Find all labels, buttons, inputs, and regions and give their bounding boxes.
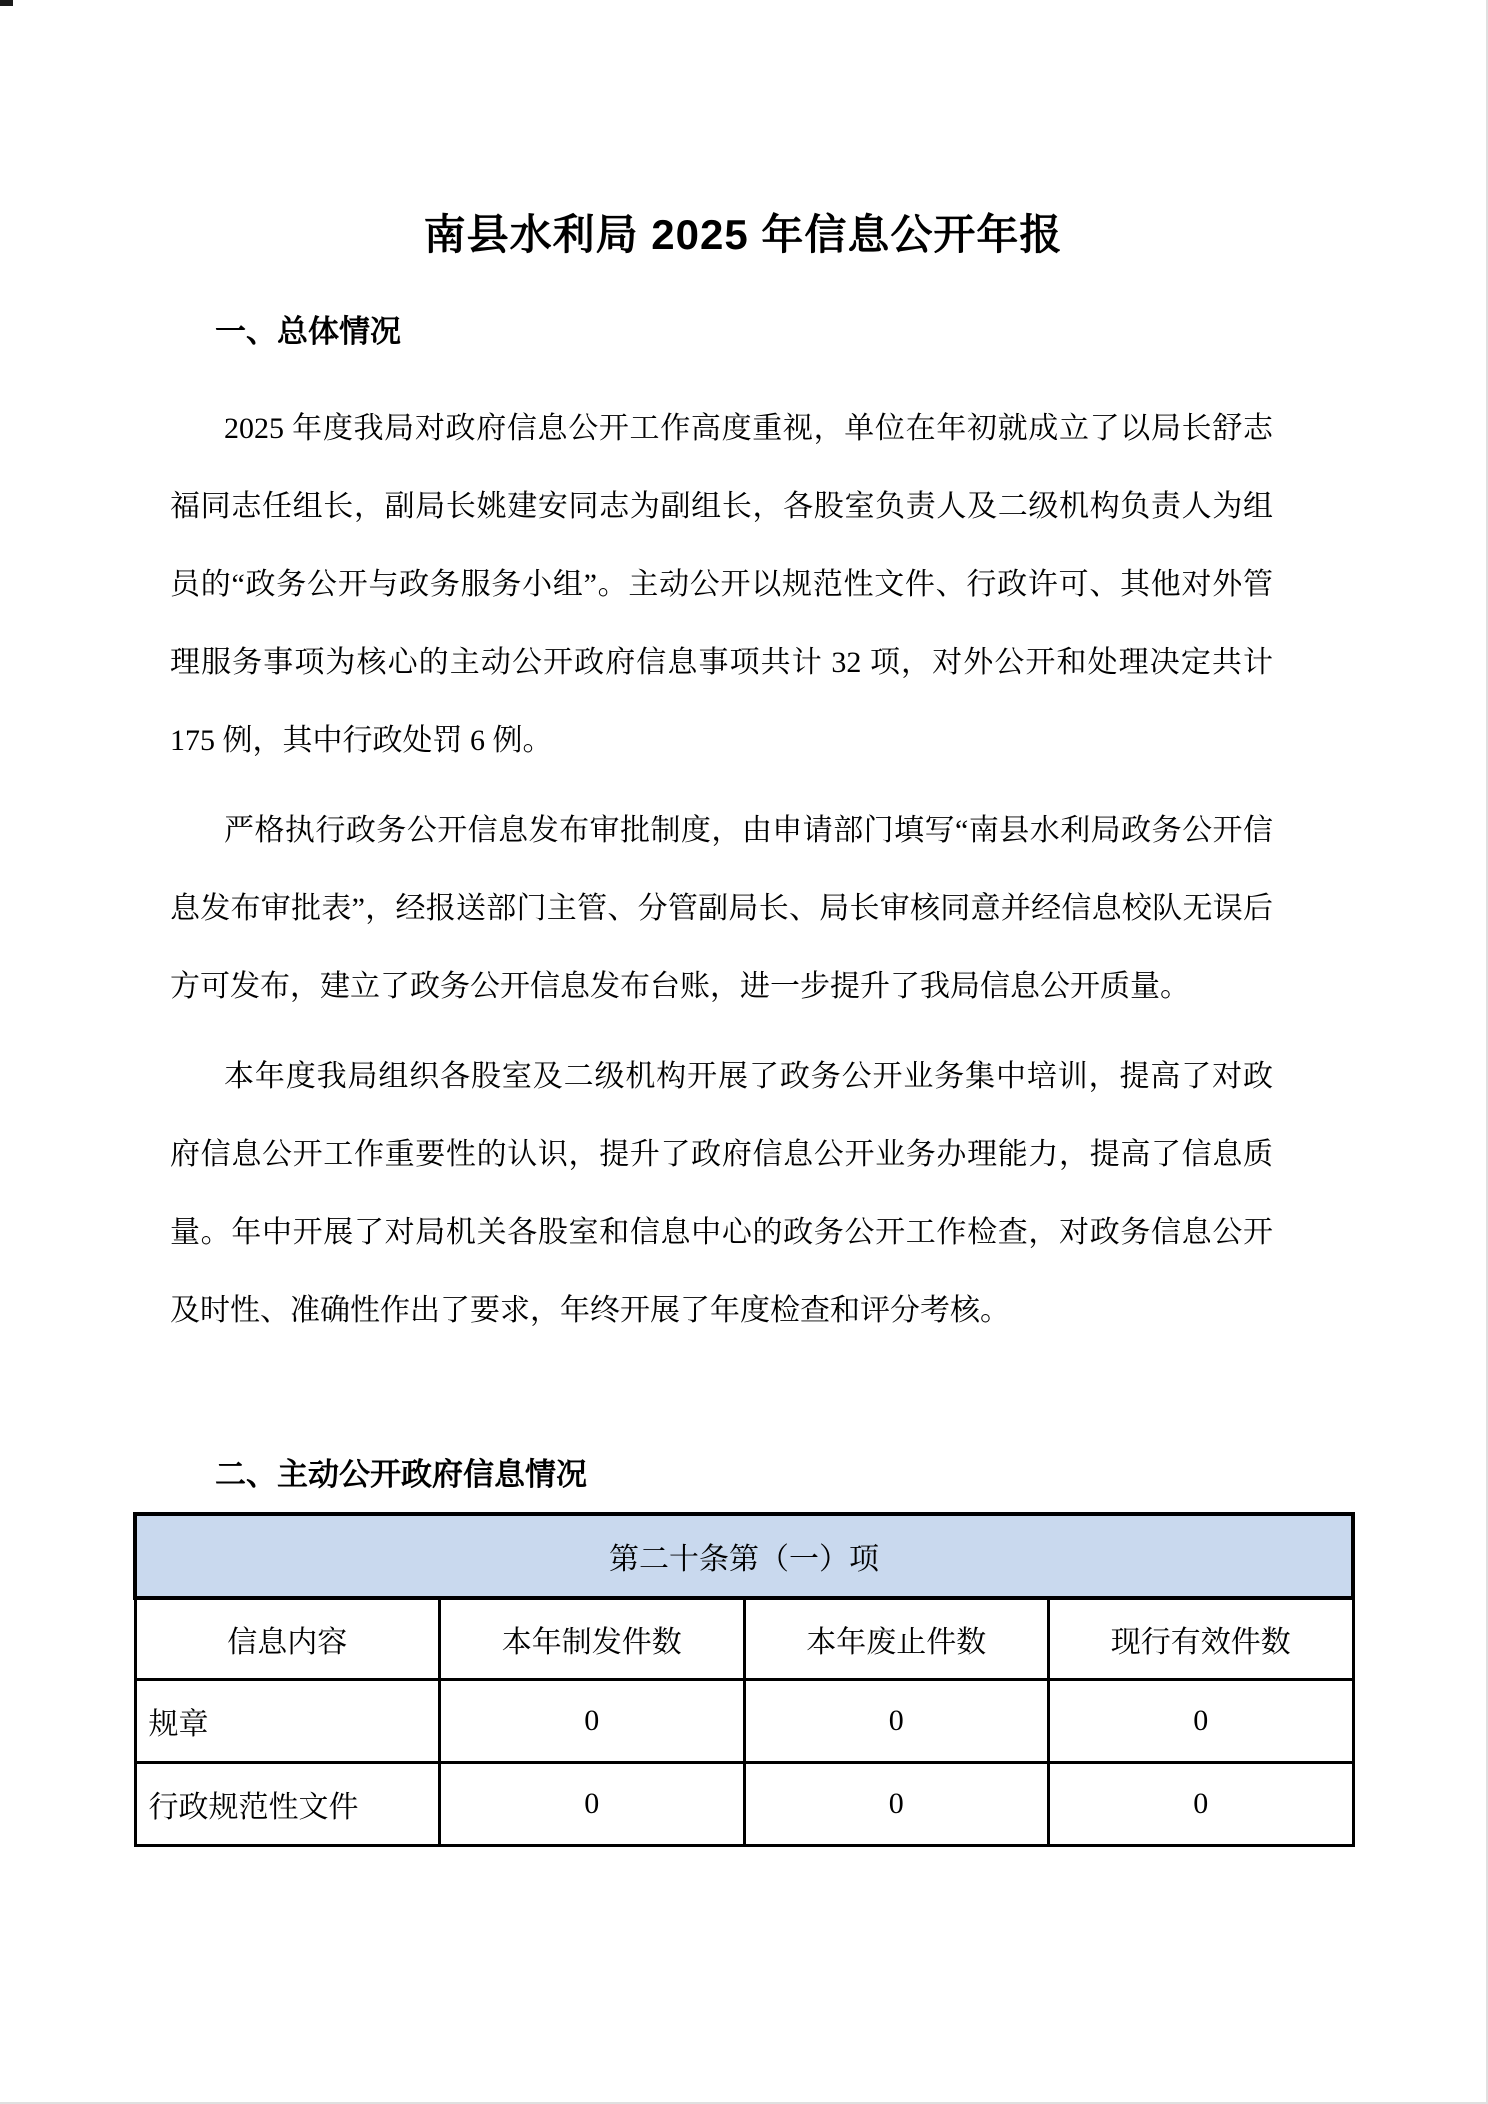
cell-value: 0 xyxy=(1049,1680,1354,1763)
section-heading-overview: 一、总体情况 xyxy=(215,314,401,349)
column-header-info-content: 信息内容 xyxy=(135,1598,440,1680)
section-heading-proactive-disclosure: 二、主动公开政府信息情况 xyxy=(215,1457,587,1492)
table-caption-row xyxy=(135,1514,1353,1598)
cell-value: 0 xyxy=(1049,1763,1354,1846)
cell-value: 0 xyxy=(744,1763,1049,1846)
cell-value: 0 xyxy=(440,1680,745,1763)
cell-value: 0 xyxy=(440,1763,745,1846)
table-row xyxy=(135,1680,1353,1763)
corner-artifact xyxy=(0,0,13,6)
column-header-currently-effective: 现行有效件数 xyxy=(1049,1598,1354,1680)
paragraph: 2025 年度我局对政府信息公开工作高度重视，单位在年初就成立了以局长舒志福同志任组长，副局长姚建安同志为副组长，各股室负责人及二级机构负责人为组员的“政务公开与政务服务小组”。主动公开以规范性文件、行政许可、其他对外管理服务事项为核心的主动公开政府信息事项共计 32 项，对外公开和处理决定共计 175 例，其中行政处罚 6 例。 xyxy=(170,412,1273,757)
section-overview-body xyxy=(133,390,1353,1350)
paragraph: 本年度我局组织各股室及二级机构开展了政务公开业务集中培训，提高了对政府信息公开工作重要性的认识，提升了政府信息公开业务办理能力，提高了信息质量。年中开展了对局机关各股室和信息中心的政务公开工作检查，对政务信息公开及时性、准确性作出了要求，年终开展了年度检查和评分考核。 xyxy=(170,1060,1273,1327)
row-label: 规章 xyxy=(135,1680,440,1763)
cell-value: 0 xyxy=(744,1680,1049,1763)
row-label: 行政规范性文件 xyxy=(135,1763,440,1846)
paragraph: 严格执行政务公开信息发布审批制度，由申请部门填写“南县水利局政务公开信息发布审批表”，经报送部门主管、分管副局长、局长审核同意并经信息校队无误后方可发布，建立了政务公开信息发布台账，进一步提升了我局信息公开质量。 xyxy=(170,814,1273,1003)
table-caption: 第二十条第（一）项 xyxy=(135,1514,1353,1598)
disclosure-table xyxy=(133,1512,1355,1847)
column-header-repealed-this-year: 本年废止件数 xyxy=(744,1598,1049,1680)
page-title: 南县水利局 2025 年信息公开年报 xyxy=(423,211,1063,258)
table-header-row xyxy=(135,1598,1353,1680)
table-row xyxy=(135,1763,1353,1846)
column-header-issued-this-year: 本年制发件数 xyxy=(440,1598,745,1680)
